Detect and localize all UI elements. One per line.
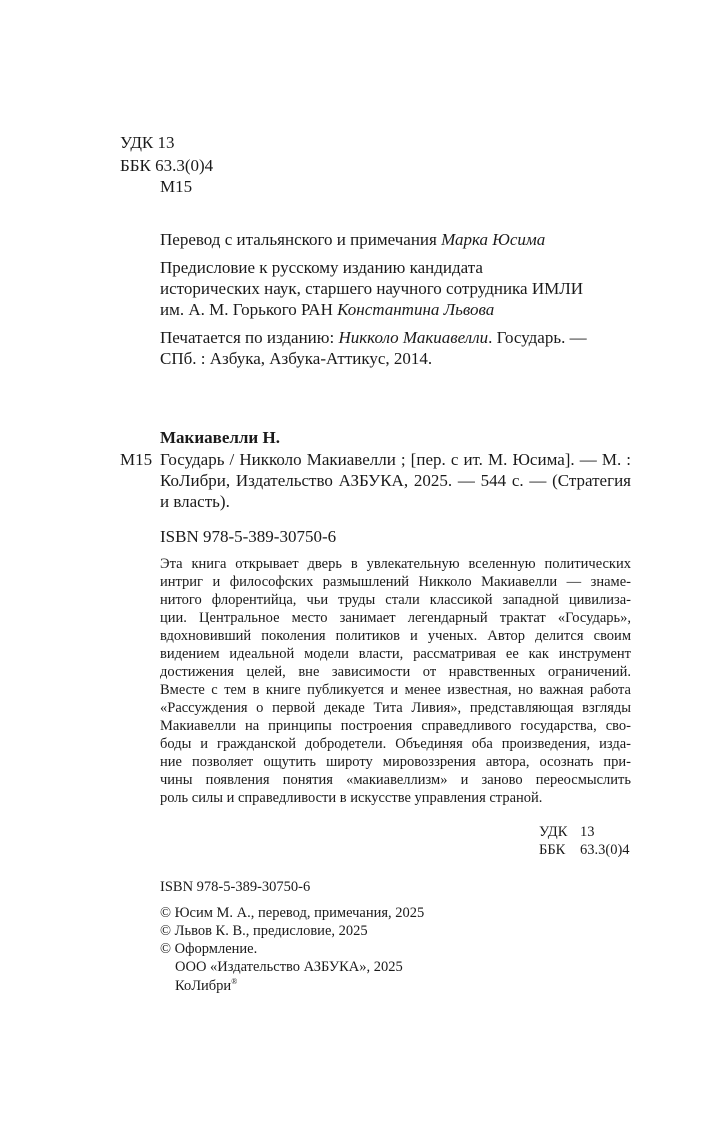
registered-mark-icon: ® xyxy=(231,977,238,986)
annotation-line: видением идеальной модели власти, рассматривая ее как инструмент xyxy=(160,646,631,662)
annotation-line: Макиавелли на принципы построения справедливого государства, сво- xyxy=(160,718,631,734)
translation-credit xyxy=(160,231,545,248)
source-edition-title: . Государь. — xyxy=(488,328,587,347)
source-edition-line-1 xyxy=(160,329,587,346)
record-line-3: и власть). xyxy=(160,492,230,511)
source-edition-prefix: Печатается по изданию: xyxy=(160,328,339,347)
annotation-line: нитого флорентийца, чьи труды стали классикой западной цивилиза- xyxy=(160,592,631,608)
annotation-line: интриг и философских размышлений Никколо Макиавелли — знаме- xyxy=(160,574,631,590)
isbn-imprint: ISBN 978-5-389-30750-6 xyxy=(160,879,311,895)
annotation-line: боды и гражданской добродетели. Объединяя оба произведения, изда- xyxy=(160,736,631,752)
bbk-code: ББК 63.3(0)4 xyxy=(120,156,214,175)
copyright-translation: © Юсим М. А., перевод, примечания, 2025 xyxy=(160,905,425,921)
author-mark: М15 xyxy=(160,177,193,196)
isbn-record: ISBN 978-5-389-30750-6 xyxy=(160,527,337,546)
foreword-line-3 xyxy=(160,301,494,318)
publisher-brand xyxy=(175,978,237,993)
publisher-line: ООО «Издательство АЗБУКА», 2025 xyxy=(175,959,403,975)
bbk-value: 63.3(0)4 xyxy=(580,842,630,858)
source-edition-line-2: СПб. : Азбука, Азбука-Аттикус, 2014. xyxy=(160,349,433,368)
annotation-line: достижения целей, вне зависимости от нравственных ограничений. xyxy=(160,664,631,680)
udk-code: УДК 13 xyxy=(120,133,175,152)
translation-prefix: Перевод с итальянского и примечания xyxy=(160,230,442,249)
annotation-line: ции. Центральное место занимает легендарный трактат «Государь», xyxy=(160,610,631,626)
publisher-brand-name: КоЛибри xyxy=(175,977,232,994)
foreword-author: Константина Львова xyxy=(337,300,495,319)
foreword-line-1: Предисловие к русскому изданию кандидата xyxy=(160,258,483,277)
record-line-2: КоЛибри, Издательство АЗБУКА, 2025. — 544 с. — (Стратегия xyxy=(160,471,631,490)
translator-name: Марка Юсима xyxy=(441,230,546,249)
bbk-label: ББК xyxy=(539,842,566,858)
source-edition-author: Никколо Макиавелли xyxy=(338,328,489,347)
annotation-line: Вместе с тем в книге публикуется и менее известная, но важная работа xyxy=(160,682,631,698)
udk-label: УДК xyxy=(539,824,568,840)
annotation-line: чины появления понятия «макиавеллизм» и заново переосмыслить xyxy=(160,772,631,788)
copyright-foreword: © Львов К. В., предисловие, 2025 xyxy=(160,923,368,939)
copyright-design: © Оформление. xyxy=(160,941,258,957)
annotation-line: ние позволяет ощутить широту мировоззрения автора, осознать при- xyxy=(160,754,631,770)
record-line-1: Государь / Никколо Макиавелли ; [пер. с ит. М. Юсима]. — М. : xyxy=(160,450,631,469)
record-mark: М15 xyxy=(120,450,153,469)
annotation-line: Эта книга открывает дверь в увлекательную вселенную политических xyxy=(160,556,631,572)
foreword-line-2: исторических наук, старшего научного сотрудника ИМЛИ xyxy=(160,279,584,298)
foreword-institution: им. А. М. Горького РАН xyxy=(160,300,338,319)
author-heading: Макиавелли Н. xyxy=(160,428,280,447)
udk-value: 13 xyxy=(580,824,595,840)
annotation-line: роль силы и справедливости в искусстве управления страной. xyxy=(160,790,543,806)
annotation-line: «Рассуждения о первой декаде Тита Ливия», представляющая взгляды xyxy=(160,700,631,716)
annotation-line: вдохновивший поколения политиков и ученых. Автор делится своим xyxy=(160,628,631,644)
